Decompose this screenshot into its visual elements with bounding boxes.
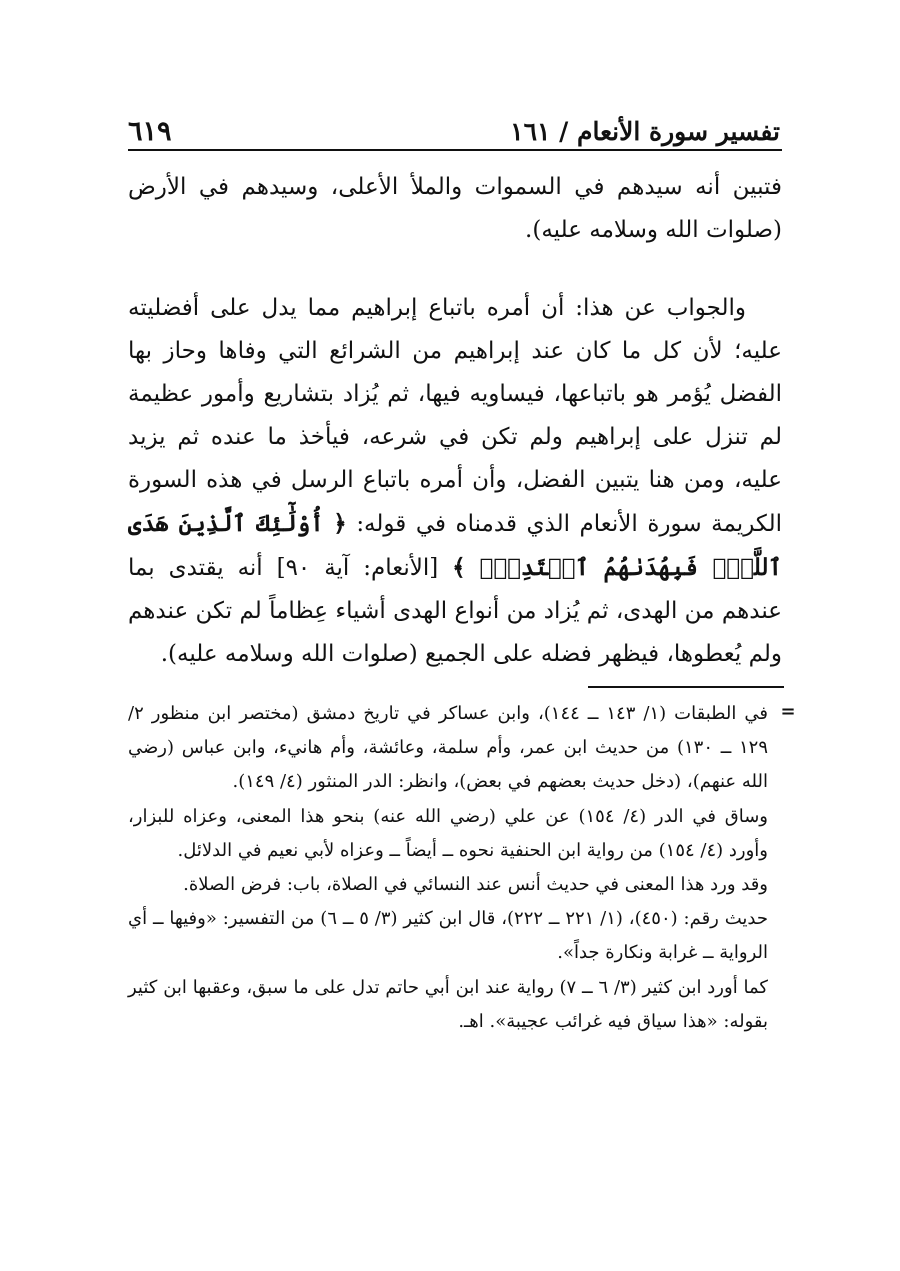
paragraph-1-text: فتبين أنه سيدهم في السموات والملأ الأعلى، وسيدهم في الأرض (صلوات الله وسلامه عليه). — [128, 174, 782, 243]
paragraph-2-text-before-verse: والجواب عن هذا: أن أمره باتباع إبراهيم مما يدل على أفضليته عليه؛ لأن كل ما كان عند إبراهيم من الشرائع التي وفاها وحاز بها الفضل يُؤمر هو باتباعها، فيساويه فيها، ثم يُزاد بتشاريع وأمور عظيمة لم تنزل على إبراهيم ولم تكن في شرعه، فيأخذ ما عنده ثم يزيد عليه، ومن هنا يتبين الفضل، وأن أمره باتباع الرسل في هذه السورة الكريمة سورة الأنعام الذي قدمناه في قوله: — [128, 295, 783, 537]
footnote-separator — [588, 686, 784, 688]
paragraph-2-text-after-verse: [الأنعام: آية ٩٠] أنه يقتدى بما عندهم من الهدى، ثم يُزاد من أنواع الهدى أشياء عِظاماً لم تكن عندهم ولم يُعطوها، فيظهر فضله على الجميع (صلوات الله وسلامه عليه). — [128, 555, 782, 667]
verse-open-bracket: ﴿ — [333, 510, 347, 537]
body-paragraph-2 — [128, 287, 782, 676]
footnote-item: في الطبقات (١/ ١٤٣ ــ ١٤٤)، وابن عساكر في تاريخ دمشق (مختصر ابن منظور ٢/ ١٢٩ ــ ١٣٠) من حديث ابن عمر، وأم سلمة، وعائشة، وأم هانيء، وابن عباس (رضي الله عنهم)، (دخل حديث بعضهم في بعض)، وانظر: الدر المنثور (٤/ ١٤٩). — [128, 703, 768, 793]
header-rule — [128, 149, 782, 151]
quran-verse: أُوْلَٰٓئِكَ ٱلَّذِينَ هَدَى ٱللَّهُۖ فَبِهُدَىٰهُمُ ٱقۡتَدِهۡۗ — [128, 510, 782, 581]
footnote-item: وساق في الدر (٤/ ١٥٤) عن علي (رضي الله عنه) بنحو هذا المعنى، وعزاه للبزار، وأورد (٤/ ١٥٤) من رواية ابن الحنفية نحوه ــ أيضاً ــ وعزاه لأبي نعيم في الدلائل. — [128, 805, 768, 861]
verse-close-bracket: ﴾ — [452, 554, 466, 581]
page-header — [128, 108, 780, 148]
footnotes — [128, 697, 768, 1039]
footnote-item: وقد ورد هذا المعنى في حديث أنس عند النسائي في الصلاة، باب: فرض الصلاة. — [183, 874, 768, 896]
body-paragraph-1 — [128, 166, 782, 252]
running-title: تفسير سورة الأنعام / ١٦١ — [510, 117, 780, 146]
footnote-item: كما أورد ابن كثير (٣/ ٦ ــ ٧) رواية عند ابن أبي حاتم تدل على ما سبق، وعقبها ابن كثير بقوله: «هذا سياق فيه غرائب عجيبة». اهـ. — [128, 976, 768, 1032]
footnote-continuation-mark: = — [780, 701, 796, 722]
footnote-item: حديث رقم: (٤٥٠)، (١/ ٢٢١ ــ ٢٢٢)، قال ابن كثير (٣/ ٥ ــ ٦) من التفسير: «وفيها ــ أي الرواية ــ غرابة ونكارة جداً». — [128, 908, 768, 964]
page-number: ٦١٩ — [128, 116, 172, 147]
